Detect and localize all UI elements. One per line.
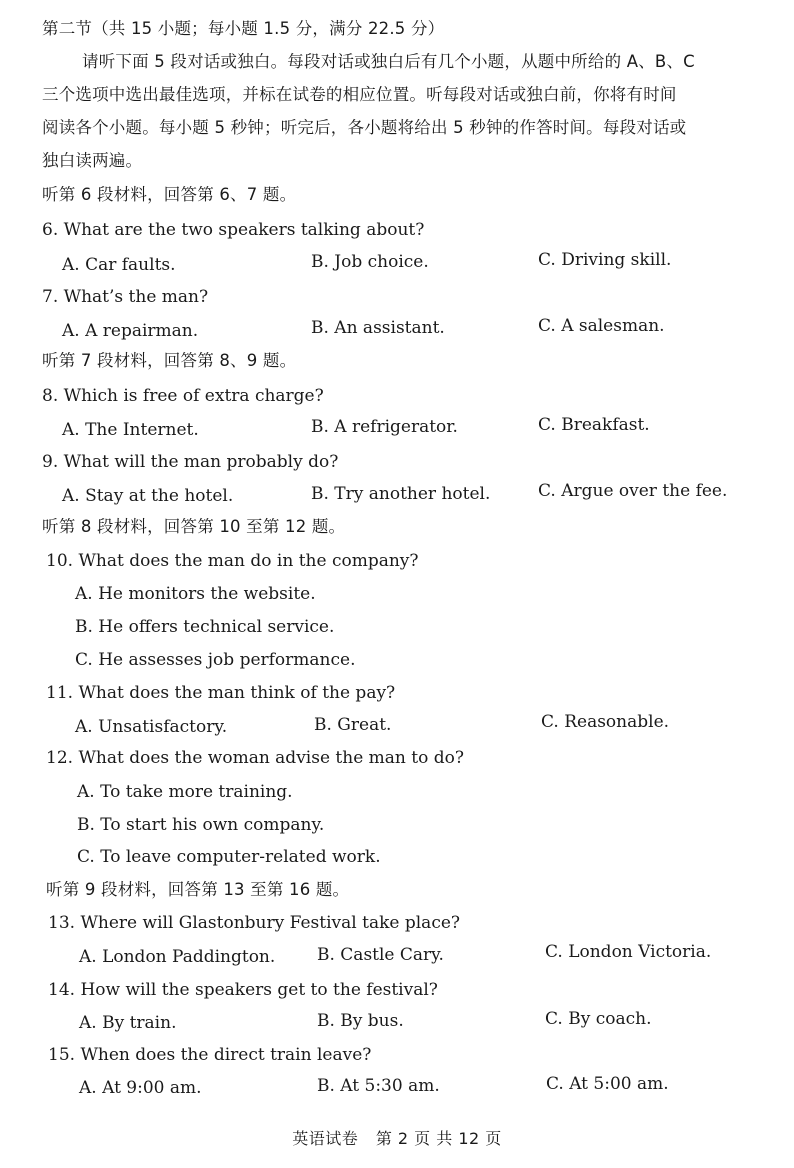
question-10-option-b: B. He offers technical service. bbox=[75, 617, 335, 637]
section-heading: 第二节（共 15 小题；每小题 1.5 分，满分 22.5 分） bbox=[42, 19, 445, 38]
question-15-option-a: A. At 9:00 am. bbox=[79, 1078, 202, 1098]
instruction-line-3: 阅读各个小题。每小题 5 秒钟；听完后，各小题将给出 5 秒钟的作答时间。每段对话或 bbox=[42, 118, 687, 137]
question-12: 12. What does the woman advise the man to do? bbox=[46, 748, 464, 768]
question-12-option-c: C. To leave computer-related work. bbox=[77, 847, 381, 867]
instruction-line-1: 请听下面 5 段对话或独白。每段对话或独白后有几个小题，从题中所给的 A、B、C bbox=[82, 52, 695, 71]
question-14-option-b: B. By bus. bbox=[317, 1011, 404, 1031]
material-header-7: 听第 7 段材料，回答第 8、9 题。 bbox=[42, 351, 297, 370]
question-14-option-c: C. By coach. bbox=[545, 1009, 652, 1029]
question-9-option-a: A. Stay at the hotel. bbox=[62, 486, 234, 506]
question-13-option-b: B. Castle Cary. bbox=[317, 945, 444, 965]
question-9: 9. What will the man probably do? bbox=[42, 452, 339, 472]
question-6-option-b: B. Job choice. bbox=[311, 252, 429, 272]
question-15-option-c: C. At 5:00 am. bbox=[546, 1074, 669, 1094]
question-15-option-b: B. At 5:30 am. bbox=[317, 1076, 440, 1096]
question-10: 10. What does the man do in the company? bbox=[46, 551, 419, 571]
instruction-line-2: 三个选项中选出最佳选项，并标在试卷的相应位置。听每段对话或独白前，你将有时间 bbox=[42, 85, 677, 104]
question-6: 6. What are the two speakers talking about? bbox=[42, 220, 425, 240]
question-14-option-a: A. By train. bbox=[79, 1013, 177, 1033]
question-7: 7. What’s the man? bbox=[42, 287, 209, 307]
question-11: 11. What does the man think of the pay? bbox=[46, 683, 396, 703]
question-11-option-a: A. Unsatisfactory. bbox=[75, 717, 228, 737]
question-9-option-c: C. Argue over the fee. bbox=[538, 481, 728, 501]
question-13: 13. Where will Glastonbury Festival take place? bbox=[48, 913, 461, 933]
question-7-option-b: B. An assistant. bbox=[311, 318, 445, 338]
question-6-option-a: A. Car faults. bbox=[62, 255, 176, 275]
question-8: 8. Which is free of extra charge? bbox=[42, 386, 324, 406]
question-8-option-b: B. A refrigerator. bbox=[311, 417, 458, 437]
question-8-option-c: C. Breakfast. bbox=[538, 415, 650, 435]
question-13-option-c: C. London Victoria. bbox=[545, 942, 712, 962]
question-8-option-a: A. The Internet. bbox=[62, 420, 199, 440]
question-10-option-a: A. He monitors the website. bbox=[75, 584, 316, 604]
footer-page-number: 第 2 页 共 12 页 bbox=[375, 1129, 502, 1148]
footer-subject: 英语试卷 bbox=[292, 1129, 359, 1148]
question-7-option-c: C. A salesman. bbox=[538, 316, 665, 336]
material-header-6: 听第 6 段材料，回答第 6、7 题。 bbox=[42, 185, 297, 204]
question-7-option-a: A. A repairman. bbox=[62, 321, 199, 341]
page-footer bbox=[0, 1126, 794, 1149]
question-13-option-a: A. London Paddington. bbox=[79, 947, 276, 967]
question-12-option-a: A. To take more training. bbox=[77, 782, 293, 802]
question-11-option-c: C. Reasonable. bbox=[541, 712, 670, 732]
instruction-line-4: 独白读两遍。 bbox=[42, 151, 143, 170]
question-11-option-b: B. Great. bbox=[314, 715, 392, 735]
material-header-8: 听第 8 段材料，回答第 10 至第 12 题。 bbox=[42, 517, 346, 536]
question-6-option-c: C. Driving skill. bbox=[538, 250, 672, 270]
question-10-option-c: C. He assesses job performance. bbox=[75, 650, 356, 670]
question-14: 14. How will the speakers get to the festival? bbox=[48, 980, 438, 1000]
question-15: 15. When does the direct train leave? bbox=[48, 1045, 372, 1065]
question-9-option-b: B. Try another hotel. bbox=[311, 484, 491, 504]
question-12-option-b: B. To start his own company. bbox=[77, 815, 325, 835]
material-header-9: 听第 9 段材料，回答第 13 至第 16 题。 bbox=[46, 880, 350, 899]
